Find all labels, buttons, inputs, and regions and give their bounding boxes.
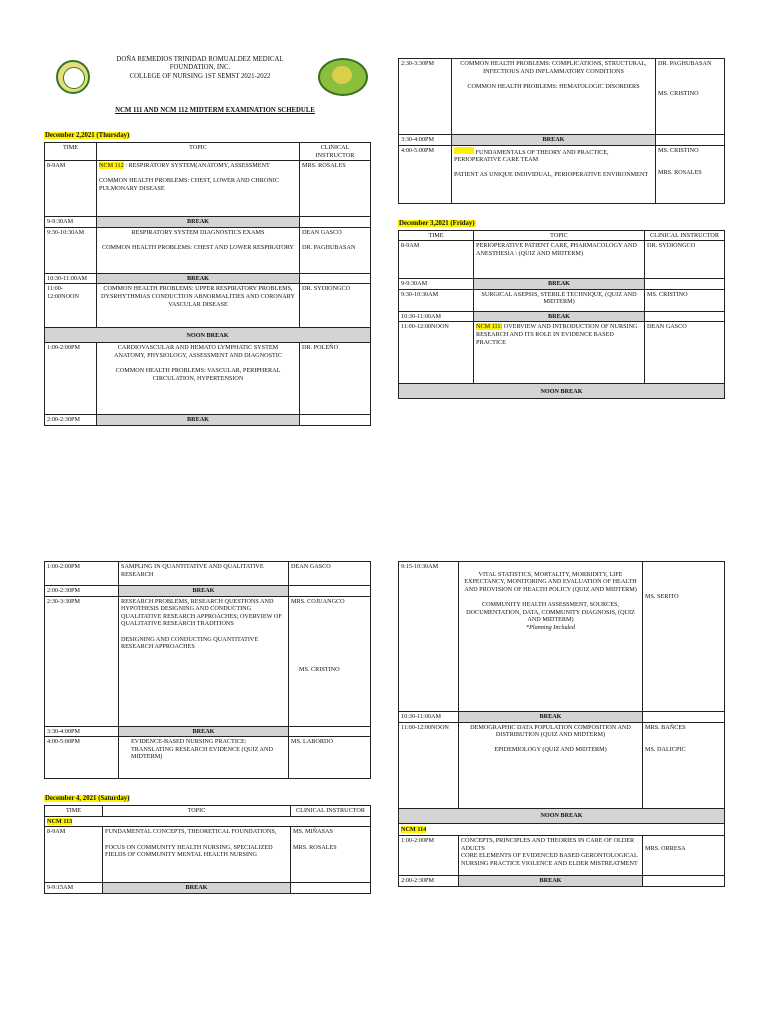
topic-text: COMMON HEALTH PROBLEMS: HEMATOLOGIC DISORDERS — [467, 82, 640, 90]
col-topic: TOPIC — [474, 230, 645, 241]
instructor-cell: DR. SYDIONGCO — [300, 284, 371, 328]
course-row — [399, 823, 725, 836]
break-label: BREAK — [452, 135, 656, 146]
break-row — [399, 712, 725, 723]
instructor-name: MRS. ROSALES — [658, 169, 702, 177]
schedule-table — [44, 142, 371, 426]
break-row — [399, 311, 725, 322]
table-header-row — [45, 143, 371, 161]
topic-cell — [103, 827, 291, 883]
table-row — [399, 145, 725, 203]
col-time: TIME — [45, 143, 97, 161]
time-cell: 10:30-11:00AM — [399, 311, 474, 322]
table-row — [399, 562, 725, 712]
instructor-cell: MS. LABORDO — [289, 737, 371, 779]
break-label: BREAK — [119, 586, 289, 597]
time-cell: 10:30-11:00AM — [45, 273, 97, 284]
break-row — [45, 883, 371, 894]
instructor-name: MS. CRISTINO — [658, 90, 699, 98]
topic-text: OVERVIEW AND INTRODUCTION OF NURSING RESEARCH AND ITS ROLE IN EVIDENCE BASED PRACTICE — [476, 323, 638, 346]
day-heading: December 3,2021 (Friday) — [399, 219, 475, 227]
school-seal-logo — [56, 60, 90, 94]
topic-cell: PERIOPERATIVE PATIENT CARE, PHARMACOLOGY AND ANESTHESIA \ (QUIZ AND MIDTERM) — [474, 241, 645, 279]
break-label: BREAK — [119, 726, 289, 737]
topic-text: PATIENT AS UNIQUE INDIVIDUAL, PERIOPERATIVE ENVIRONMENT — [454, 171, 649, 179]
instructor-cell — [643, 836, 725, 876]
topic-text: FUNDAMENTALS OF THEORY AND PRACTICE, PERIOPERATIVE CARE TEAM — [454, 148, 609, 164]
topic-cell: SURGICAL ASEPSIS, STERILE TECHNIQUE, (QUIZ AND MIDTERM) — [474, 289, 645, 311]
instructor-cell — [643, 562, 725, 712]
topic-cell — [97, 161, 300, 217]
topic-cell — [452, 59, 656, 135]
break-row — [45, 586, 371, 597]
topic-text: VITAL STATISTICS, MORTALITY, MORBIDITY, LIFE EXPECTANCY, MONITORING AND EVALUATION OF HEALTH AND PROVISION OF HEALTH POLICY (QUIZ AND MIDTERM) — [464, 570, 637, 593]
break-row — [399, 135, 725, 146]
instructor-name: MRS. COJUANGCO — [291, 597, 345, 605]
noon-break-row — [45, 328, 371, 343]
topic-cell — [97, 343, 300, 415]
header-line: FOUNDATION, INC. — [169, 64, 231, 72]
col-topic: TOPIC — [103, 806, 291, 817]
time-cell: 1:00-2:00PM — [399, 836, 459, 876]
time-cell: 2:00-2:30PM — [45, 415, 97, 426]
col-time: TIME — [399, 230, 474, 241]
topic-text: COMMON HEALTH PROBLEMS: CHEST AND LOWER RESPIRATORY — [101, 243, 295, 251]
time-cell: 1:00-2:00PM — [45, 562, 119, 586]
noon-label: NOON BREAK — [399, 384, 725, 399]
break-row — [45, 217, 371, 228]
topic-text: EPIDEMIOLOGY (QUIZ AND MIDTERM) — [494, 746, 607, 754]
schedule-table — [44, 561, 371, 779]
table-row — [45, 737, 371, 779]
time-cell: 2:00-2:30PM — [399, 876, 459, 887]
schedule-table — [398, 58, 725, 204]
table-row — [399, 59, 725, 135]
header-line: COLLEGE OF NURSING 1ST SEMST 2021-2022 — [129, 72, 271, 80]
instructor-cell — [643, 722, 725, 808]
col-time: TIME — [45, 806, 103, 817]
time-cell: 8-9AM — [45, 161, 97, 217]
highlight-mark — [454, 147, 474, 154]
table-header-row — [399, 230, 725, 241]
instructor-cell: MRS. ROSALES — [300, 161, 371, 217]
course-code: NCM 114 — [401, 825, 427, 833]
noon-break-row — [399, 384, 725, 399]
table-row — [45, 596, 371, 726]
time-cell: 10:30-11:00AM — [399, 712, 459, 723]
topic-cell — [452, 145, 656, 203]
col-instructor: CLINICAL INSTRUCTOR — [291, 806, 371, 817]
table-row — [45, 827, 371, 883]
topic-text: FUNDAMENTAL CONCEPTS, THEORETICAL FOUNDATIONS, — [105, 828, 277, 836]
instructor-cell: DEAN GASCO — [645, 322, 725, 384]
time-cell: 2:30-3:30PM — [45, 596, 119, 726]
table-row — [45, 562, 371, 586]
topic-cell — [97, 227, 300, 273]
course-code: NCM 111: — [476, 323, 503, 331]
col-instructor: CLINICAL INSTRUCTOR — [645, 230, 725, 241]
topic-text: CORE ELEMENTS OF EVIDENCED BASED GERONTOLOGICAL NURSING PRACTICE VIOLENCE AND ELDER MISTREATMENT — [461, 852, 638, 867]
instructor-name: MRS. ORRESA — [645, 844, 686, 852]
topic-text: : RESPIRATORY SYSTEM(ANATOMY, ASSESSMENT — [125, 162, 270, 170]
break-row — [399, 279, 725, 290]
panel-dec-3-afternoon — [44, 561, 370, 894]
instructor-name: MS. DALICPIC — [645, 746, 686, 754]
day-heading: December 4, 2021 (Saturday) — [45, 795, 130, 803]
instructor-name: MS. SERITO — [645, 593, 679, 601]
time-cell: 9:30-10:30AM — [399, 289, 474, 311]
topic-text: CONCEPTS, PRINCIPLES AND THEORIES IN CARE OF OLDER ADULTS — [461, 837, 635, 852]
school-header — [90, 56, 310, 81]
topic-cell — [459, 562, 643, 712]
col-instructor: CLINICAL INSTRUCTOR — [300, 143, 371, 161]
topic-cell — [474, 322, 645, 384]
time-cell: 8-9AM — [399, 241, 474, 279]
table-row — [399, 722, 725, 808]
day-heading: December 2,2021 (Thursday) — [45, 132, 130, 139]
topic-text: DEMOGRAPHIC DATA POPULATION COMPOSITION AND DISTRIBUTION (QUIZ AND MIDTERM) — [470, 723, 631, 739]
schedule-title: NCM 111 AND NCM 112 MIDTERM EXAMINATION SCHEDULE — [115, 107, 315, 114]
instructor-cell — [300, 227, 371, 273]
table-row — [45, 227, 371, 273]
time-cell: 2:30-3:30PM — [399, 59, 452, 135]
schedule-table — [398, 561, 725, 887]
time-cell: 9-9:30AM — [399, 279, 474, 290]
instructor-name: MS. CRISTINO — [658, 146, 699, 154]
header-line: DOÑA REMEDIOS TRINIDAD ROMUALDEZ MEDICAL — [116, 56, 284, 63]
instructor-cell: DR. SYDIONGCO — [645, 241, 725, 279]
break-row — [399, 876, 725, 887]
time-cell: 9:15-10:30AM — [399, 562, 459, 712]
instructor-cell: DEAN GASCO — [289, 562, 371, 586]
noon-break-row — [399, 808, 725, 823]
time-cell: 11:00-12:00NOON — [399, 322, 474, 384]
time-cell: 11:00-12:00NOON — [399, 722, 459, 808]
schedule-table — [44, 805, 371, 894]
time-cell: 3:30-4:00PM — [399, 135, 452, 146]
table-row — [45, 343, 371, 415]
table-row — [399, 836, 725, 876]
break-row — [45, 273, 371, 284]
break-label: BREAK — [459, 712, 643, 723]
time-cell: 9-9:30AM — [45, 217, 97, 228]
topic-cell: SAMPLING IN QUANTITATIVE AND QUALITATIVE RESEARCH — [119, 562, 289, 586]
topic-text: ANATOMY, PHYSIOLOGY, ASSESSMENT AND DIAGNOSTIC — [113, 351, 282, 359]
table-header-row — [45, 806, 371, 817]
table-row — [45, 161, 371, 217]
panel-dec-2-continued — [398, 58, 724, 399]
topic-cell: EVIDENCE-BASED NURSING PRACTICE: TRANSLATING RESEARCH EVIDENCE (QUIZ AND MIDTERM) — [119, 737, 289, 779]
instructor-cell — [656, 145, 725, 203]
topic-text: COMMON HEALTH PROBLEMS: COMPLICATIONS, STRUCTURAL, INFECTIOUS AND INFLAMMATORY CONDITIONS — [460, 60, 647, 75]
break-label: BREAK — [474, 311, 645, 322]
instructor-cell: DR. POLEÑO — [300, 343, 371, 415]
course-cell — [399, 823, 725, 836]
break-label: BREAK — [459, 876, 643, 887]
instructor-cell — [289, 596, 371, 726]
instructor-cell — [656, 59, 725, 135]
table-row — [399, 322, 725, 384]
break-row — [45, 726, 371, 737]
topic-text: RESEARCH PROBLEMS, RESEARCH QUESTIONS AND HYPOTHESIS DESIGNING AND CONDUCTING QUALITATIVE RESEARCH APPROACHES; OVERVIEW OF QUALITATIVE RESEARCH TRADITIONS — [121, 597, 282, 628]
instructor-name: MS. CRISTINO — [299, 665, 340, 673]
course-row — [45, 816, 371, 827]
topic-cell — [459, 722, 643, 808]
break-row — [45, 415, 371, 426]
time-cell: 1:00-2:00PM — [45, 343, 97, 415]
schedule-table — [398, 230, 725, 400]
time-cell: 3:30-4:00PM — [45, 726, 119, 737]
topic-cell: COMMON HEALTH PROBLEMS: UPPER RESPIRATORY PROBLEMS, DYSRHYTHMIAS CONDUCTION ABNORMALITIES AND CORONARY VASCULAR DISEASE — [97, 284, 300, 328]
noon-label: NOON BREAK — [399, 808, 725, 823]
topic-text: COMMUNITY HEALTH ASSESSMENT, SOURCES, DOCUMENTATION, DATA, COMMUNITY DIAGNOSIS, (QUIZ AND MIDTERM) — [466, 600, 635, 624]
topic-text: RESPIRATORY SYSTEM DIAGNOSTICS EXAMS — [131, 228, 265, 236]
panel-dec-2 — [44, 124, 370, 426]
instructor-name: MRS. ROSALES — [293, 843, 337, 851]
topic-cell — [119, 596, 289, 726]
topic-text: COMMON HEALTH PROBLEMS: CHEST, LOWER AND CHRONIC PULMONARY DISEASE — [99, 177, 279, 192]
topic-text: CARDIOVASCULAR AND HEMATO LYMPHATIC SYSTEM — [117, 344, 279, 352]
time-cell: 4:00-5:00PM — [399, 145, 452, 203]
topic-text: DESIGNING AND CONDUCTING QUANTITATIVE RESEARCH APPROACHES — [121, 635, 259, 651]
instructor-cell: MS. CRISTINO — [645, 289, 725, 311]
panel-dec-4-continued — [398, 561, 724, 887]
break-label: BREAK — [474, 279, 645, 290]
instructor-name: MS. MIÑASAS — [293, 828, 333, 836]
note-text: *Planning Included — [526, 623, 575, 631]
time-cell: 9:30-10:30AM — [45, 227, 97, 273]
col-topic: TOPIC — [97, 143, 300, 161]
time-cell: 8-9AM — [45, 827, 103, 883]
foundation-logo — [318, 58, 368, 96]
break-label: BREAK — [97, 217, 300, 228]
topic-cell — [459, 836, 643, 876]
table-row — [399, 289, 725, 311]
instructor-name: DR. PAGHUBASAN — [658, 60, 712, 67]
topic-text: FOCUS ON COMMUNITY HEALTH NURSING, SPECIALIZED FIELDS OF COMMUNITY MENTAL HEALTH NURSING — [105, 843, 273, 859]
time-cell: 2:00-2:30PM — [45, 586, 119, 597]
noon-label: NOON BREAK — [45, 328, 371, 343]
instructor-name: MRS. BAÑCES — [645, 723, 686, 731]
table-row — [399, 241, 725, 279]
break-label: BREAK — [97, 273, 300, 284]
time-cell: 9-9:15AM — [45, 883, 103, 894]
break-label: BREAK — [97, 415, 300, 426]
break-label: BREAK — [103, 883, 291, 894]
course-cell — [45, 816, 371, 827]
instructor-name: DR. PAGHUBASAN — [302, 243, 356, 251]
table-row — [45, 284, 371, 328]
time-cell: 11:00-12:00NOON — [45, 284, 97, 328]
time-cell: 4:00-5:00PM — [45, 737, 119, 779]
course-code: NCM 113 — [47, 817, 73, 825]
topic-text: COMMON HEALTH PROBLEMS: VASCULAR, PERIPHERAL CIRCULATION, HYPERTENSION — [115, 367, 281, 382]
instructor-name: DEAN GASCO — [302, 228, 342, 236]
instructor-cell — [291, 827, 371, 883]
course-code: NCM 112 — [99, 162, 124, 170]
